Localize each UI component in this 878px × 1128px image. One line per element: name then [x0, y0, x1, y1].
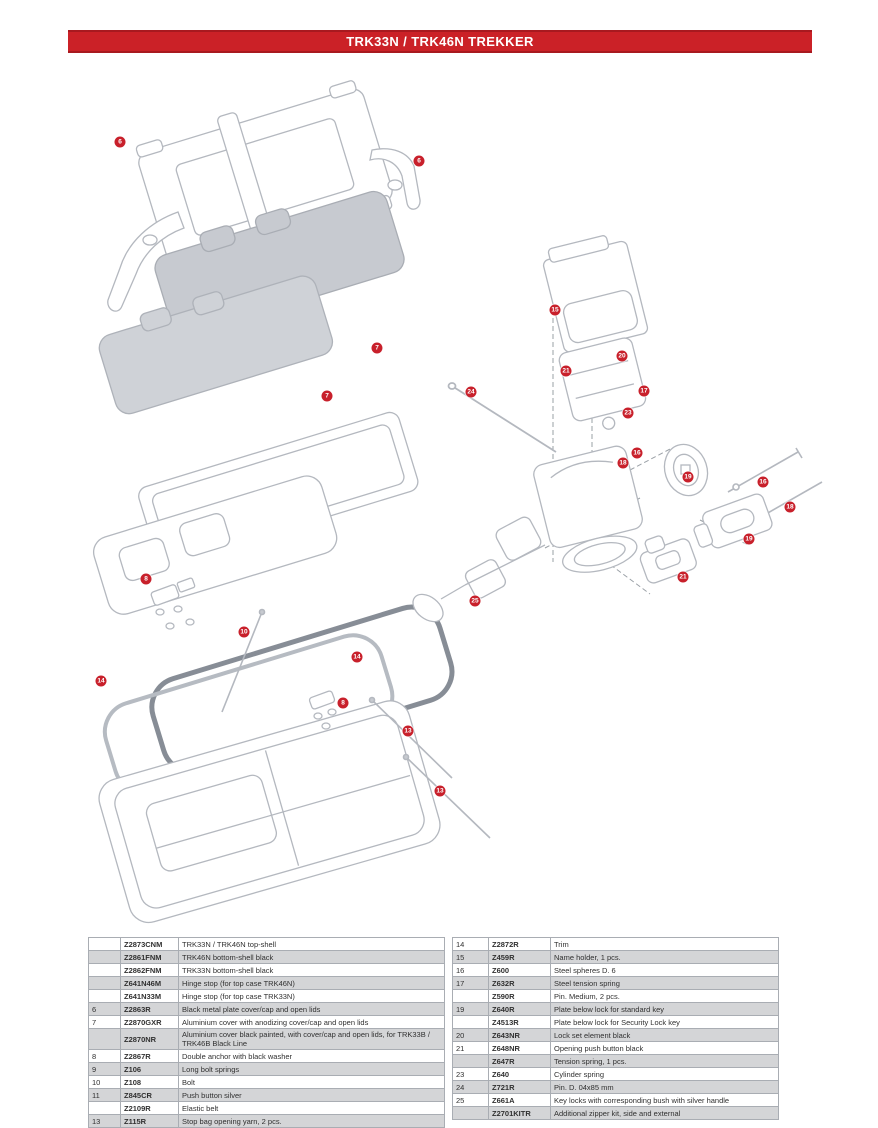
cell-num: 17: [453, 977, 489, 990]
cell-desc: Black metal plate cover/cap and open lids: [179, 1003, 445, 1016]
cell-desc: Pin. D. 04x85 mm: [551, 1081, 779, 1094]
table-row: [89, 1050, 445, 1063]
cell-desc: Double anchor with black washer: [179, 1050, 445, 1063]
cell-code: Z648NR: [489, 1042, 551, 1055]
cell-code: Z721R: [489, 1081, 551, 1094]
cell-desc: TRK33N / TRK46N top-shell: [179, 938, 445, 951]
table-row: [453, 977, 779, 990]
table-row: [453, 951, 779, 964]
table-row: [453, 1094, 779, 1107]
table-row: [89, 1102, 445, 1115]
cell-desc: Push button silver: [179, 1089, 445, 1102]
callout-21: 21: [562, 367, 570, 375]
cell-num: [89, 964, 121, 977]
callout-17: 17: [640, 387, 648, 395]
cell-desc: TRK33N bottom-shell black: [179, 964, 445, 977]
cell-code: Z2867R: [121, 1050, 179, 1063]
cell-num: 11: [89, 1089, 121, 1102]
cell-desc: Opening push button black: [551, 1042, 779, 1055]
cell-desc: Pin. Medium, 2 pcs.: [551, 990, 779, 1003]
cell-num: [89, 990, 121, 1003]
cell-desc: Elastic belt: [179, 1102, 445, 1115]
cell-code: Z2873CNM: [121, 938, 179, 951]
cell-code: Z459R: [489, 951, 551, 964]
cell-desc: Steel tension spring: [551, 977, 779, 990]
callout-18: 18: [619, 459, 627, 467]
cell-code: Z115R: [121, 1115, 179, 1128]
cell-num: 20: [453, 1029, 489, 1042]
cell-code: Z640: [489, 1068, 551, 1081]
cell-code: Z2870NR: [121, 1029, 179, 1050]
table-row: [89, 1029, 445, 1050]
cell-num: 19: [453, 1003, 489, 1016]
callout-20: 20: [618, 352, 626, 360]
cell-code: Z106: [121, 1063, 179, 1076]
table-row: [89, 1089, 445, 1102]
cell-code: Z643NR: [489, 1029, 551, 1042]
cell-num: 14: [453, 938, 489, 951]
cell-code: Z845CR: [121, 1089, 179, 1102]
callout-8: 8: [141, 574, 152, 585]
callout-7: 7: [322, 391, 333, 402]
callout-14: 14: [97, 677, 105, 685]
cell-code: Z2861FNM: [121, 951, 179, 964]
callout-13: 13: [436, 787, 444, 795]
cell-num: [89, 1102, 121, 1115]
callout-18: 18: [786, 503, 794, 511]
cell-desc: Bolt: [179, 1076, 445, 1089]
cell-num: 23: [453, 1068, 489, 1081]
table-row: [453, 1016, 779, 1029]
cell-num: 24: [453, 1081, 489, 1094]
cell-code: Z2863R: [121, 1003, 179, 1016]
callout-7: 7: [372, 343, 383, 354]
cell-num: 13: [89, 1115, 121, 1128]
cell-code: Z2109R: [121, 1102, 179, 1115]
table-row: [89, 1115, 445, 1128]
table-row: [453, 1029, 779, 1042]
callout-15: 15: [551, 306, 559, 314]
cell-code: Z2701KITR: [489, 1107, 551, 1120]
callout-6: 6: [414, 156, 425, 167]
cell-desc: Aluminium cover with anodizing cover/cap and open lids: [179, 1016, 445, 1029]
cell-desc: Lock set element black: [551, 1029, 779, 1042]
cell-desc: Additional zipper kit, side and external: [551, 1107, 779, 1120]
table-row: [453, 1107, 779, 1120]
cell-code: Z2870GXR: [121, 1016, 179, 1029]
cell-num: [89, 951, 121, 964]
callout-19: 19: [684, 473, 692, 481]
cell-desc: Aluminium cover black painted, with cover/cap and open lids, for TRK33B / TRK46B Black Line: [179, 1029, 445, 1050]
cell-desc: TRK46N bottom-shell black: [179, 951, 445, 964]
cell-desc: Hinge stop (for top case TRK46N): [179, 977, 445, 990]
callout-14: 14: [353, 653, 361, 661]
table-row: [453, 1068, 779, 1081]
table-row: [89, 1016, 445, 1029]
cell-desc: Name holder, 1 pcs.: [551, 951, 779, 964]
cell-desc: Key locks with corresponding bush with silver handle: [551, 1094, 779, 1107]
table-row: [89, 951, 445, 964]
table-row: [453, 990, 779, 1003]
callout-10: 10: [240, 628, 248, 636]
table-row: [89, 938, 445, 951]
cell-num: [453, 1016, 489, 1029]
cell-desc: Steel spheres D. 6: [551, 964, 779, 977]
cell-num: [89, 938, 121, 951]
callout-25: 25: [471, 597, 479, 605]
cell-num: [453, 1107, 489, 1120]
cell-desc: Plate below lock for Security Lock key: [551, 1016, 779, 1029]
cell-code: Z632R: [489, 977, 551, 990]
callout-6: 6: [115, 137, 126, 148]
callout-16: 16: [759, 478, 767, 486]
cell-num: 15: [453, 951, 489, 964]
parts-table-left: [88, 937, 445, 1128]
table-row: [89, 1063, 445, 1076]
cell-num: 25: [453, 1094, 489, 1107]
callout-21: 21: [679, 573, 687, 581]
table-row: [89, 977, 445, 990]
page-title: TRK33N / TRK46N TREKKER: [346, 34, 534, 49]
cell-desc: Long bolt springs: [179, 1063, 445, 1076]
cell-code: Z590R: [489, 990, 551, 1003]
cell-code: Z641N33M: [121, 990, 179, 1003]
cell-num: 9: [89, 1063, 121, 1076]
table-row: [453, 1003, 779, 1016]
cell-code: Z647R: [489, 1055, 551, 1068]
cell-num: 16: [453, 964, 489, 977]
cell-code: Z108: [121, 1076, 179, 1089]
cell-desc: Trim: [551, 938, 779, 951]
table-row: [453, 1042, 779, 1055]
cell-num: 8: [89, 1050, 121, 1063]
cell-code: Z2862FNM: [121, 964, 179, 977]
table-row: [453, 1081, 779, 1094]
cell-num: 21: [453, 1042, 489, 1055]
callout-24: 24: [467, 388, 475, 396]
callout-13: 13: [404, 727, 412, 735]
parts-table-right: [452, 937, 779, 1120]
cell-desc: Stop bag opening yarn, 2 pcs.: [179, 1115, 445, 1128]
cell-desc: Hinge stop (for top case TRK33N): [179, 990, 445, 1003]
cell-code: Z640R: [489, 1003, 551, 1016]
cell-num: [89, 977, 121, 990]
table-row: [89, 1003, 445, 1016]
table-row: [453, 1055, 779, 1068]
table-row: [453, 938, 779, 951]
table-row: [89, 1076, 445, 1089]
cell-desc: Cylinder spring: [551, 1068, 779, 1081]
table-row: [89, 964, 445, 977]
callout-8: 8: [338, 698, 349, 709]
cell-code: Z4513R: [489, 1016, 551, 1029]
callout-19: 19: [745, 535, 753, 543]
cell-code: Z661A: [489, 1094, 551, 1107]
callout-23: 23: [624, 409, 632, 417]
cell-desc: Tension spring, 1 pcs.: [551, 1055, 779, 1068]
table-row: [453, 964, 779, 977]
cell-num: 7: [89, 1016, 121, 1029]
cell-num: 10: [89, 1076, 121, 1089]
cell-desc: Plate below lock for standard key: [551, 1003, 779, 1016]
table-row: [89, 990, 445, 1003]
cell-code: Z600: [489, 964, 551, 977]
callout-16: 16: [633, 449, 641, 457]
cell-num: [453, 990, 489, 1003]
cell-num: [453, 1055, 489, 1068]
cell-num: 6: [89, 1003, 121, 1016]
cell-num: [89, 1029, 121, 1050]
cell-code: Z641N46M: [121, 977, 179, 990]
cell-code: Z2872R: [489, 938, 551, 951]
